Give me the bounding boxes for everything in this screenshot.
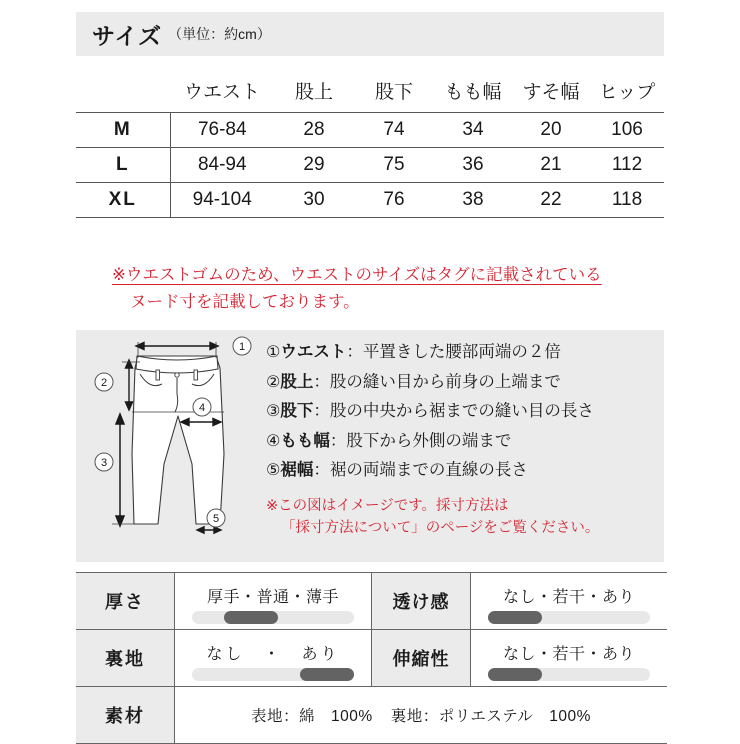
cell-l-hip: 112 bbox=[611, 154, 643, 175]
cell-m-inseam: 74 bbox=[383, 119, 405, 140]
col-header-waist: ウエスト bbox=[183, 81, 260, 103]
table-row bbox=[76, 630, 667, 687]
marker-label-1: 1 bbox=[238, 341, 246, 353]
measure-sep-3: ： bbox=[313, 402, 330, 420]
warning-line-1: ※ウエストゴムのため、ウエストのサイズはタグに記載されている bbox=[112, 266, 602, 284]
cell-xl-hem: 22 bbox=[540, 189, 562, 210]
measure-desc-4: 股下から外側の端まで bbox=[346, 431, 512, 450]
figure-disclaimer-note bbox=[266, 495, 599, 539]
list-item bbox=[266, 397, 658, 427]
lining-slider-knob[interactable] bbox=[300, 668, 354, 681]
col-header-rise: 股上 bbox=[294, 81, 333, 103]
list-item bbox=[266, 368, 658, 398]
stretch-options: なし・若干・あり bbox=[502, 646, 635, 663]
attr-value-material bbox=[175, 687, 668, 744]
pants-diagram-illustration bbox=[92, 334, 262, 549]
sheerness-options: なし・若干・あり bbox=[502, 589, 635, 606]
cell-m-waist: 76-84 bbox=[197, 119, 247, 140]
size-table bbox=[76, 72, 664, 218]
size-header-band bbox=[76, 12, 664, 56]
measure-sep-2: ： bbox=[313, 372, 330, 391]
material-inner: 裏地：ポリエステル 100% bbox=[390, 708, 591, 725]
fabric-attribute-table bbox=[76, 572, 667, 744]
cell-xl-waist: 94-104 bbox=[192, 189, 252, 210]
cell-m-thigh: 34 bbox=[462, 119, 484, 140]
measure-number-3: ③ bbox=[266, 403, 281, 420]
thickness-slider[interactable] bbox=[192, 611, 354, 624]
attr-value-stretch bbox=[471, 630, 668, 687]
measure-name-4: もも幅 bbox=[280, 431, 330, 450]
unit-note: （単位：約cm） bbox=[168, 25, 271, 42]
table-row bbox=[76, 687, 667, 744]
cell-l-inseam: 75 bbox=[383, 154, 405, 175]
cell-l-rise: 29 bbox=[303, 154, 325, 175]
cell-xl-thigh: 38 bbox=[462, 189, 484, 210]
measure-desc-2: 股の縫い目から前身の上端まで bbox=[329, 372, 561, 391]
table-row bbox=[76, 573, 667, 630]
list-item bbox=[266, 338, 658, 368]
measure-name-3: 股下 bbox=[280, 402, 314, 420]
attr-label-lining: 裏地 bbox=[76, 630, 175, 687]
size-label-xl: XL bbox=[76, 183, 170, 218]
measurement-diagram-section bbox=[76, 330, 664, 562]
cell-m-hem: 20 bbox=[540, 119, 562, 140]
measurement-definition-list bbox=[266, 338, 658, 486]
cell-l-hem: 21 bbox=[540, 154, 562, 175]
thickness-slider-knob[interactable] bbox=[224, 611, 278, 624]
attr-label-material: 素材 bbox=[76, 687, 175, 744]
marker-label-2: 2 bbox=[100, 377, 108, 389]
col-header-hem: すそ幅 bbox=[522, 81, 580, 103]
attr-label-sheerness: 透け感 bbox=[372, 573, 471, 630]
list-item bbox=[266, 456, 658, 486]
measure-name-1: ウエスト bbox=[280, 343, 347, 361]
marker-label-5: 5 bbox=[212, 513, 220, 525]
material-outer: 表地：綿 100% bbox=[251, 708, 373, 725]
table-row bbox=[76, 113, 664, 148]
col-header-inseam: 股下 bbox=[374, 81, 413, 103]
measure-number-4: ④ bbox=[266, 432, 281, 450]
measure-desc-3: 股の中央から裾までの縫い目の長さ bbox=[329, 402, 594, 420]
measure-desc-1: 平置きした腰部両端の２倍 bbox=[362, 343, 561, 361]
table-row bbox=[76, 148, 664, 183]
lining-options: なし ・ あり bbox=[206, 646, 340, 663]
cell-xl-hip: 118 bbox=[611, 189, 643, 210]
measure-name-2: 股上 bbox=[280, 372, 314, 391]
sheerness-slider[interactable] bbox=[488, 611, 650, 624]
attr-value-lining bbox=[175, 630, 372, 687]
list-item bbox=[266, 427, 658, 457]
warning-line-2: ヌード寸を記載しております。 bbox=[130, 293, 360, 311]
measure-desc-5: 裾の両端までの直線の長さ bbox=[329, 461, 528, 479]
lining-slider[interactable] bbox=[192, 668, 354, 681]
measure-number-2: ② bbox=[266, 373, 281, 391]
size-table-header-row bbox=[76, 72, 664, 113]
stretch-slider[interactable] bbox=[488, 668, 650, 681]
page-title: サイズ bbox=[92, 22, 163, 49]
cell-xl-inseam: 76 bbox=[383, 189, 405, 210]
marker-label-4: 4 bbox=[198, 402, 206, 414]
attr-label-thickness: 厚さ bbox=[76, 573, 175, 630]
cell-l-thigh: 36 bbox=[462, 154, 484, 175]
attr-value-sheerness bbox=[471, 573, 668, 630]
measure-sep-1: ： bbox=[346, 343, 363, 361]
col-header-size bbox=[76, 72, 170, 113]
size-label-l: L bbox=[76, 148, 170, 183]
figure-note-line-1: ※この図はイメージです。採寸方法は bbox=[266, 498, 509, 514]
attr-label-stretch: 伸縮性 bbox=[372, 630, 471, 687]
col-header-hip: ヒップ bbox=[598, 81, 656, 103]
col-header-thigh: もも幅 bbox=[444, 81, 502, 103]
cell-m-hip: 106 bbox=[611, 119, 643, 140]
waist-elastic-warning bbox=[112, 262, 672, 316]
measure-name-5: 裾幅 bbox=[280, 461, 314, 479]
cell-l-waist: 84-94 bbox=[197, 154, 247, 175]
sheerness-slider-knob[interactable] bbox=[488, 611, 542, 624]
figure-note-line-2: 「採寸方法について」のページをご覧ください。 bbox=[281, 520, 600, 536]
measure-number-1: ① bbox=[266, 344, 281, 361]
attr-value-thickness bbox=[175, 573, 372, 630]
marker-label-3: 3 bbox=[100, 457, 108, 469]
measure-sep-5: ： bbox=[313, 461, 330, 479]
measure-sep-4: ： bbox=[329, 431, 347, 450]
cell-xl-rise: 30 bbox=[303, 189, 325, 210]
table-row bbox=[76, 183, 664, 218]
size-label-m: M bbox=[76, 113, 170, 148]
thickness-options: 厚手・普通・薄手 bbox=[206, 589, 339, 606]
stretch-slider-knob[interactable] bbox=[488, 668, 542, 681]
cell-m-rise: 28 bbox=[303, 119, 325, 140]
measure-number-5: ⑤ bbox=[266, 462, 281, 479]
